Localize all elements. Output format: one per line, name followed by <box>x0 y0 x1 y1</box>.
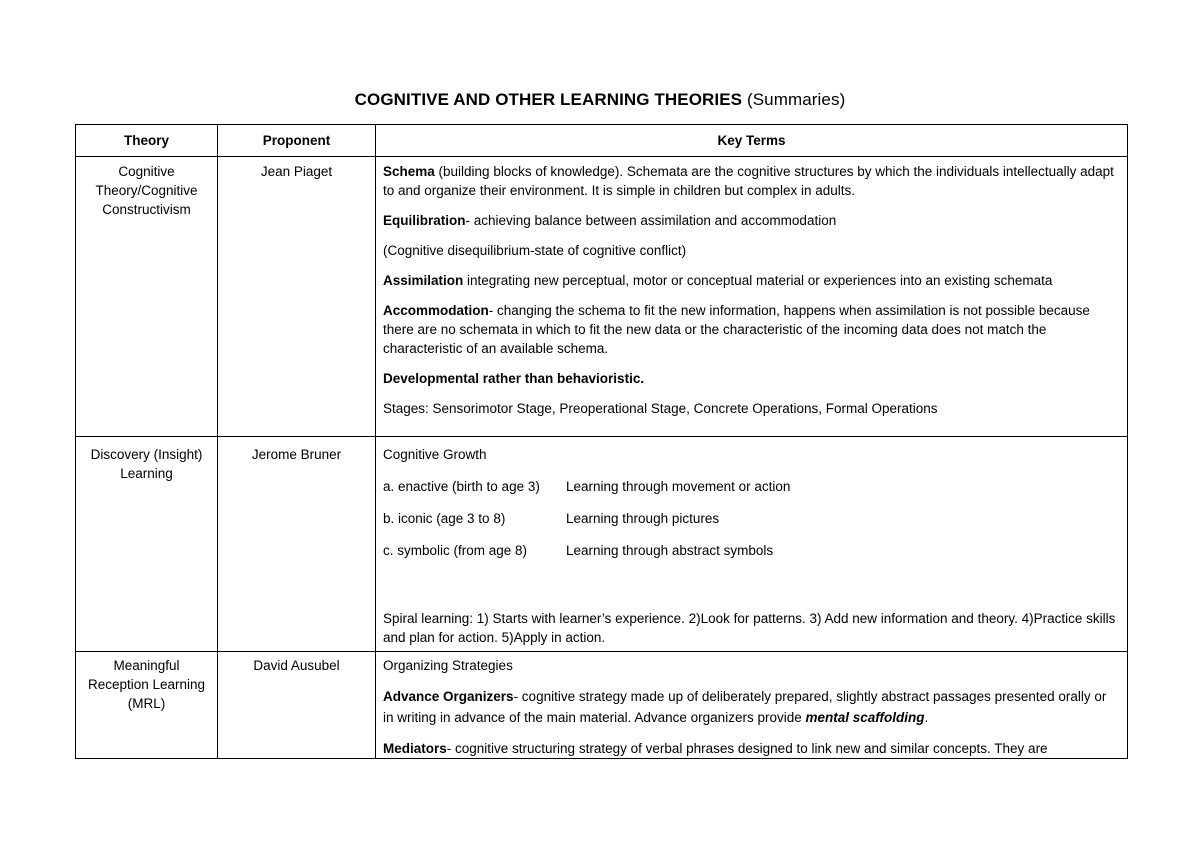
accommodation-term: Accommodation <box>383 303 489 318</box>
advance-organizers-paragraph <box>383 686 1120 728</box>
header-key-terms: Key Terms <box>376 125 1128 157</box>
key-terms-cell <box>376 437 1128 652</box>
developmental-text: Developmental rather than behavioristic. <box>383 371 645 386</box>
stage-item <box>383 477 1120 496</box>
table-row <box>76 437 1128 652</box>
mediators-term: Mediators <box>383 741 447 756</box>
title-sub: (Summaries) <box>746 90 846 109</box>
proponent-cell: Jerome Bruner <box>218 437 376 652</box>
table-row <box>76 652 1128 759</box>
key-terms-cell <box>376 652 1128 759</box>
equilibration-paragraph <box>383 211 1120 230</box>
schema-paragraph <box>383 162 1120 200</box>
schema-term: Schema <box>383 164 435 179</box>
advance-term: Advance Organizers <box>383 689 514 704</box>
theories-table <box>75 124 1128 759</box>
mediators-text: - cognitive structuring strategy of verbal phrases designed to link new and similar concepts. They are <box>446 741 1048 756</box>
stages-paragraph: Stages: Sensorimotor Stage, Preoperational Stage, Concrete Operations, Formal Operations <box>383 401 938 416</box>
stage-desc: Learning through abstract symbols <box>566 543 774 558</box>
equilibration-text: - achieving balance between assimilation and accommodation <box>465 213 837 228</box>
assimilation-term: Assimilation <box>383 273 464 288</box>
assimilation-text: integrating new perceptual, motor or conceptual material or experiences into an existing schemata <box>463 273 1053 288</box>
proponent-cell: David Ausubel <box>218 652 376 759</box>
theory-cell: Meaningful Reception Learning (MRL) <box>76 652 218 759</box>
stage-desc: Learning through pictures <box>566 511 720 526</box>
assimilation-paragraph <box>383 271 1120 290</box>
organizing-strategies-heading: Organizing Strategies <box>383 658 513 673</box>
mental-scaffolding-emphasis: mental scaffolding <box>805 710 925 725</box>
stage-desc: Learning through movement or action <box>566 479 791 494</box>
title-main: COGNITIVE AND OTHER LEARNING THEORIES <box>354 90 743 109</box>
equilibration-term: Equilibration <box>383 213 466 228</box>
mediators-paragraph <box>383 739 1120 758</box>
proponent-cell: Jean Piaget <box>218 157 376 437</box>
accommodation-paragraph <box>383 301 1120 358</box>
schema-text: (building blocks of knowledge). Schemata are the cognitive structures by which the individuals intellectually adapt to and organize their environment. It is simple in children but complex in adults. <box>383 164 1114 198</box>
disequilibrium-paragraph: (Cognitive disequilibrium-state of cognitive conflict) <box>383 243 687 258</box>
table-row <box>76 157 1128 437</box>
advance-end: . <box>924 710 929 725</box>
stage-name: a. enactive (birth to age 3) <box>383 479 540 494</box>
blank-line <box>383 573 1120 609</box>
stage-item <box>383 509 1120 528</box>
header-row <box>76 125 1128 157</box>
theory-cell: Cognitive Theory/Cognitive Constructivism <box>76 157 218 437</box>
header-proponent: Proponent <box>218 125 376 157</box>
header-theory: Theory <box>76 125 218 157</box>
accommodation-text: - changing the schema to fit the new information, happens when assimilation is not possible because there are no schemata in which to fit the new data or the characteristic of the incoming data does not match the characteristic of an available schema. <box>383 303 1090 356</box>
developmental-paragraph <box>383 369 1120 388</box>
stage-item <box>383 541 1120 560</box>
stage-name: c. symbolic (from age 8) <box>383 543 528 558</box>
spiral-learning-paragraph: Spiral learning: 1) Starts with learner’s experience. 2)Look for patterns. 3) Add new information and theory. 4)Practice skills and plan for action. 5)Apply in action. <box>383 611 1116 645</box>
advance-text: - cognitive strategy made up of deliberately prepared, slightly abstract passages presented orally or in writing in advance of the main material. Advance organizers provide <box>383 689 1107 725</box>
theory-cell: Discovery (Insight) Learning <box>76 437 218 652</box>
page-title <box>0 90 1200 110</box>
cognitive-growth-heading: Cognitive Growth <box>383 447 487 462</box>
stage-name: b. iconic (age 3 to 8) <box>383 511 506 526</box>
key-terms-cell <box>376 157 1128 437</box>
